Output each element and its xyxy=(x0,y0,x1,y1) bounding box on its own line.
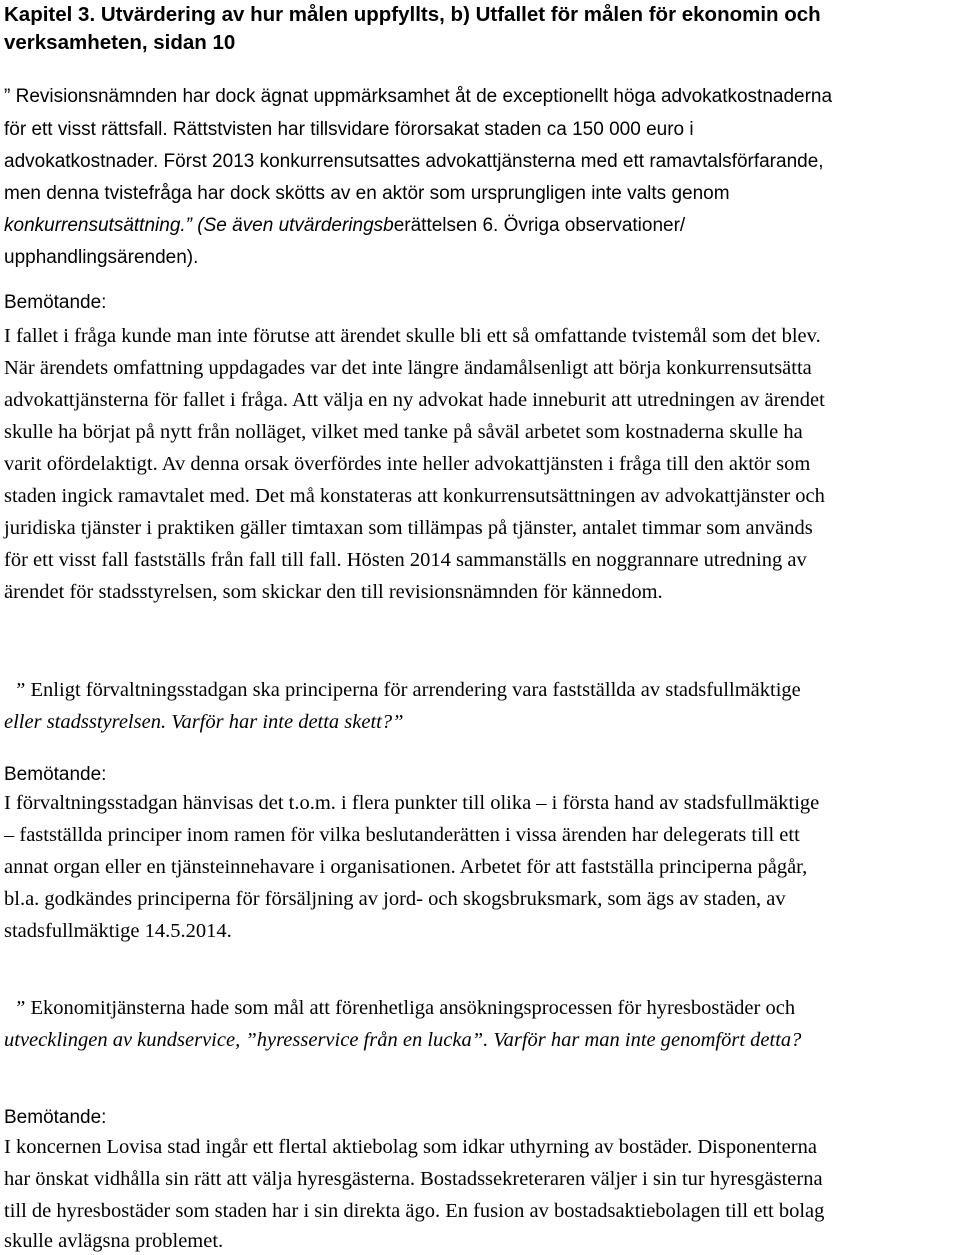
quote-2-line-2: eller stadsstyrelsen. Varför har inte detta skett?” xyxy=(4,711,404,733)
answer-2-line-2: – fastställda principer inom ramen för vilka beslutanderätten i vissa ärenden har delegerats till ett xyxy=(4,824,800,846)
answer-1-line-4: skulle ha börjat på nytt från nolläget, vilket med tanke på såväl arbetet som kostnaderna skulle ha xyxy=(4,421,803,443)
quote-1-line-5-rest: erättelsen 6. Övriga observationer/ xyxy=(393,215,686,236)
quote-3-open-mark: ” xyxy=(14,997,26,1019)
quote-1-line-5-italic: konkurrensutsättning.” (Se även utvärderingsb xyxy=(4,215,394,236)
answer-3-line-1: I koncernen Lovisa stad ingår ett flertal aktiebolag som idkar uthyrning av bostäder. Disponenterna xyxy=(4,1136,817,1158)
quote-3-line-2: utvecklingen av kundservice, ”hyresservice från en lucka”. Varför har man inte genomfört detta? xyxy=(4,1029,802,1051)
answer-3-line-4: skulle avlägsna problemet. xyxy=(4,1230,224,1252)
quote-2-open-mark: ” xyxy=(14,679,26,701)
answer-1-line-1: I fallet i fråga kunde man inte förutse att ärendet skulle bli ett så omfattande tvistemål som det blev. xyxy=(4,325,821,347)
answer-1-line-8: för ett visst fall fastställs från fall till fall. Hösten 2014 sammanställs en noggrannare utredning av xyxy=(4,549,807,571)
quote-1-line-6: upphandlingsärenden). xyxy=(4,247,199,268)
answer-1-line-3: advokattjänsterna för fallet i fråga. Att välja en ny advokat hade inneburit att utredningen av ärendet xyxy=(4,389,825,411)
quote-2-line-1 xyxy=(4,676,801,704)
response-label-2: Bemötande: xyxy=(4,764,107,785)
response-label-3: Bemötande: xyxy=(4,1107,107,1128)
answer-1-line-5: varit ofördelaktigt. Av denna orsak överfördes inte heller advokattjänsten i fråga till den aktör som xyxy=(4,453,811,475)
answer-3-line-3: till de hyresbostäder som staden har i sin direkta ägo. En fusion av bostadsaktiebolagen till ett bolag xyxy=(4,1200,825,1222)
quote-2-line-1-text: Enligt förvaltningsstadgan ska principerna för arrendering vara fastställda av stadsfullmäktige xyxy=(30,679,801,701)
response-label-1: Bemötande: xyxy=(4,292,107,313)
quote-1-line-3: advokatkostnader. Först 2013 konkurrensutsattes advokattjänsterna med ett ramavtalsförfarande, xyxy=(4,151,824,172)
answer-2-line-5: stadsfullmäktige 14.5.2014. xyxy=(4,920,232,942)
answer-2-line-1: I förvaltningsstadgan hänvisas det t.o.m. i flera punkter till olika – i första hand av stadsfullmäktige xyxy=(4,792,820,814)
answer-1-line-7: juridiska tjänster i praktiken gäller timtaxan som tillämpas på tjänster, antalet timmar som används xyxy=(4,517,813,539)
quote-3-line-1-text: Ekonomitjänsterna hade som mål att förenhetliga ansökningsprocessen för hyresbostäder och xyxy=(30,997,796,1019)
chapter-heading-line-2: verksamheten, sidan 10 xyxy=(4,31,236,54)
quote-1-line-1: ” Revisionsnämnden har dock ägnat uppmärksamhet åt de exceptionellt höga advokatkostnaderna xyxy=(4,86,833,107)
answer-1-line-9: ärendet för stadsstyrelsen, som skickar den till revisionsnämnden för kännedom. xyxy=(4,581,663,603)
answer-2-line-4: bl.a. godkändes principerna för försäljning av jord- och skogsbruksmark, som ägs av staden, av xyxy=(4,888,786,910)
answer-3-line-2: har önskat vidhålla sin rätt att välja hyresgästerna. Bostadssekreteraren väljer i sin tur hyresgästerna xyxy=(4,1168,823,1190)
answer-1-line-6: staden ingick ramavtalet med. Det må konstateras att konkurrensutsättningen av advokattjänster och xyxy=(4,485,825,507)
answer-2-line-3: annat organ eller en tjänsteinnehavare i organisationen. Arbetet för att fastställa principerna pågår, xyxy=(4,856,808,878)
chapter-heading-line-1: Kapitel 3. Utvärdering av hur målen uppfyllts, b) Utfallet för målen för ekonomin och xyxy=(4,3,821,26)
quote-1-line-4: men denna tvistefråga har dock skötts av en aktör som ursprungligen inte valts genom xyxy=(4,183,730,204)
answer-1-line-2: När ärendets omfattning uppdagades var det inte längre ändamålsenligt att börja konkurrensutsätta xyxy=(4,357,812,379)
quote-1-line-2: för ett visst rättsfall. Rättstvisten har tillsvidare förorsakat staden ca 150 000 euro i xyxy=(4,119,694,140)
quote-1-line-5 xyxy=(4,212,685,240)
quote-3-line-1 xyxy=(4,994,795,1022)
